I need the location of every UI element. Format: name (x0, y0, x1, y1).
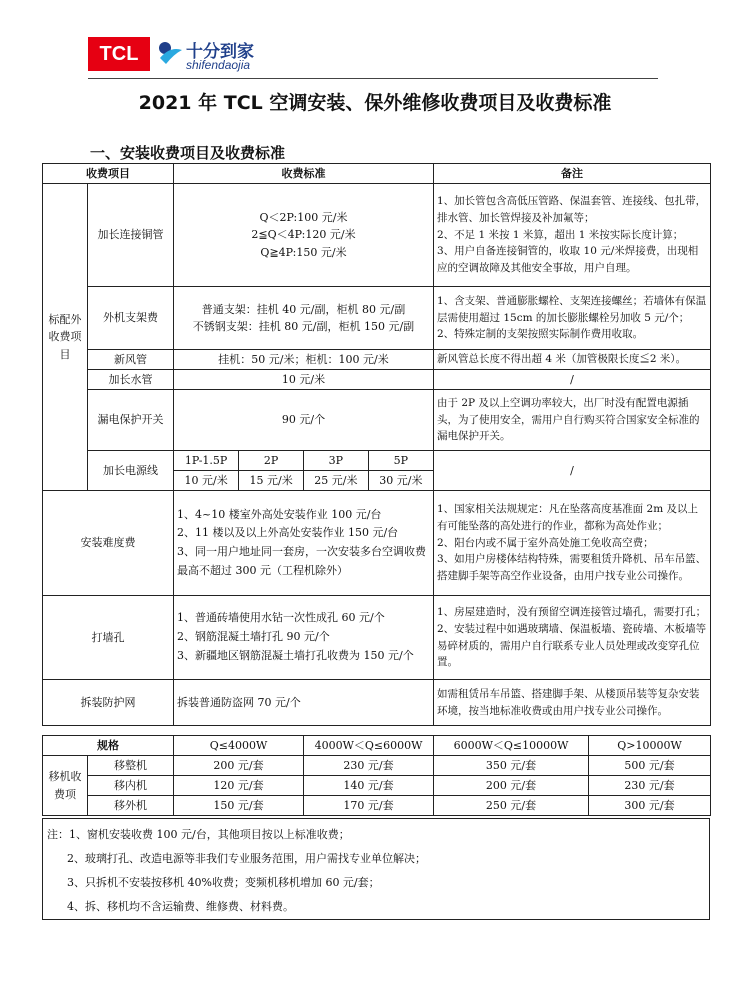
power-size: 2P (239, 451, 304, 471)
move-price: 200 元/套 (434, 776, 589, 796)
item-name: 加长连接铜管 (88, 184, 174, 287)
item-note: 如需租赁吊车吊篮、搭建脚手架、从楼顶吊装等复杂安装环境，按当地标准收费或由用户找专业公司操作。 (434, 680, 711, 726)
table-row (43, 451, 711, 491)
move-price: 170 元/套 (304, 796, 434, 816)
move-row-name: 移整机 (88, 756, 174, 776)
logo-cn-text: 十分到家 (186, 42, 254, 62)
table-row (43, 680, 711, 726)
item-standard: 1、普通砖墙使用水钻一次性成孔 60 元/个 2、钢筋混凝土墙打孔 90 元/个 3、新疆地区钢筋混凝土墙打孔收费为 150 元/个 (174, 596, 434, 680)
table-row (43, 350, 711, 370)
item-name: 拆装防护网 (43, 680, 174, 726)
std-line: 2≦Q＜4P:120 元/米 (251, 228, 356, 242)
item-standard: 1、4~10 楼室外高处安装作业 100 元/台 2、11 楼以及以上外高处安装作业 150 元/台 3、同一用户地址同一套房，一次安装多台空调收费最高不超过 300 元（工程机除外） (174, 491, 434, 596)
std-line: 普通支架：挂机 40 元/副，柜机 80 元/副 (201, 302, 406, 316)
move-col-header: 4000W＜Q≤6000W (304, 736, 434, 756)
item-standard: 拆装普通防盗网 70 元/个 (174, 680, 434, 726)
tcl-logo: TCL (88, 37, 150, 71)
header-note: 备注 (434, 164, 711, 184)
power-size: 1P-1.5P (174, 451, 239, 471)
move-row-name: 移外机 (88, 796, 174, 816)
item-name: 外机支架费 (88, 287, 174, 350)
table-row (43, 796, 711, 816)
header-divider (88, 78, 658, 79)
spec-label: 规格 (43, 736, 174, 756)
power-price: 10 元/米 (174, 471, 239, 491)
item-standard: 90 元/个 (174, 390, 434, 451)
note-line (47, 871, 705, 895)
move-price: 300 元/套 (589, 796, 711, 816)
header (88, 32, 658, 80)
item-note: 1、国家相关法规规定：凡在坠落高度基准面 2m 及以上有可能坠落的高处进行的作业，都称为高处作业； 2、阳台内或不属于室外高处施工免收高空费； 3、如用户房楼体结构特殊，需要租赁升降机、吊车吊篮、搭建脚手架等高空作业设备，由用户找专业公司操作。 (434, 491, 711, 596)
note-line (47, 823, 705, 847)
header-item: 收费项目 (43, 164, 174, 184)
shifendaojia-icon (156, 38, 184, 66)
move-col-header: Q≤4000W (174, 736, 304, 756)
item-standard (174, 287, 434, 350)
item-name: 打墙孔 (43, 596, 174, 680)
power-subtable-cell (174, 451, 434, 491)
table-row (43, 491, 711, 596)
item-name: 加长电源线 (88, 451, 174, 491)
item-standard: 挂机：50 元/米；柜机：100 元/米 (174, 350, 434, 370)
group-label (43, 184, 88, 491)
table-row (43, 390, 711, 451)
item-name: 新风管 (88, 350, 174, 370)
move-group-label: 移机收费项 (43, 756, 88, 816)
item-note: 1、加长管包含高低压管路、保温套管、连接线、包扎带，排水管、加长管焊接及补加氟等； 2、不足 1 米按 1 米算，超出 1 米按实际长度计算； 3、用户自备连接铜管的，收取 10 元/米焊接费，出现相应的空调故障及其他安全事故，用户自理。 (434, 184, 711, 287)
note-item: 4、拆、移机均不含运输费、维修费、材料费。 (67, 900, 294, 913)
install-fee-table (42, 163, 711, 726)
move-price: 350 元/套 (434, 756, 589, 776)
move-price: 230 元/套 (589, 776, 711, 796)
item-standard: 10 元/米 (174, 370, 434, 390)
std-line: 不锈钢支架：挂机 80 元/副，柜机 150 元/副 (192, 320, 415, 333)
page-title: 2021 年 TCL 空调安装、保外维修收费项目及收费标准 (138, 92, 612, 114)
note-line (47, 847, 705, 871)
power-subtable (174, 451, 433, 490)
notes-box (42, 818, 710, 920)
std-line: Q＜2P:100 元/米 (259, 211, 348, 225)
power-price: 15 元/米 (239, 471, 304, 491)
move-price: 120 元/套 (174, 776, 304, 796)
move-col-header: 6000W＜Q≤10000W (434, 736, 589, 756)
table-row (43, 370, 711, 390)
item-note: 由于 2P 及以上空调功率较大，出厂时没有配置电源插头，为了使用安全，需用户自行购买符合国家安全标准的漏电保护开关。 (434, 390, 711, 451)
move-price: 250 元/套 (434, 796, 589, 816)
item-name: 安装难度费 (43, 491, 174, 596)
header-standard: 收费标准 (174, 164, 434, 184)
item-note: 1、含支架、普通膨胀螺栓、支架连接螺丝；若墙体有保温层需使用超过 15cm 的加长膨胀螺栓另加收 5 元/个； 2、特殊定制的支架按照实际制作费用收取。 (434, 287, 711, 350)
note-item: 3、只拆机不安装按移机 40%收费；变频机移机增加 60 元/套； (67, 876, 380, 889)
power-size: 5P (368, 451, 433, 471)
item-note: 1、房屋建造时，没有预留空调连接管过墙孔，需要打孔； 2、安装过程中如遇玻璃墙、保温板墙、瓷砖墙、木板墙等易碎材质的，需用户自行联系专业人员处理或改变穿孔位置。 (434, 596, 711, 680)
move-price: 200 元/套 (174, 756, 304, 776)
note-prefix: 注： (47, 828, 69, 841)
move-fee-table (42, 735, 711, 816)
table-row (43, 184, 711, 287)
note-line (47, 895, 705, 919)
table-row (43, 596, 711, 680)
power-size: 3P (304, 451, 369, 471)
item-note: / (434, 370, 711, 390)
std-line: Q≧4P:150 元/米 (260, 245, 347, 259)
move-col-header: Q>10000W (589, 736, 711, 756)
power-price: 25 元/米 (304, 471, 369, 491)
move-price: 150 元/套 (174, 796, 304, 816)
item-note: 新风管总长度不得出超 4 米（加管极限长度≦2 米）。 (434, 350, 711, 370)
note-item: 2、玻璃打孔、改造电源等非我们专业服务范围，用户需找专业单位解决； (67, 852, 426, 865)
logo-en-text: shifendaojia (186, 58, 251, 72)
power-price: 30 元/米 (368, 471, 433, 491)
table-header-row (43, 164, 711, 184)
move-row-name: 移内机 (88, 776, 174, 796)
item-note: / (434, 451, 711, 491)
table-row (43, 776, 711, 796)
section-title: 一、安装收费项目及收费标准 (90, 144, 286, 162)
move-price: 230 元/套 (304, 756, 434, 776)
group-label-text: 标配外收费项目 (48, 313, 82, 361)
item-name: 漏电保护开关 (88, 390, 174, 451)
item-standard (174, 184, 434, 287)
move-price: 140 元/套 (304, 776, 434, 796)
table-row (43, 756, 711, 776)
item-name: 加长水管 (88, 370, 174, 390)
note-item: 1、窗机安装收费 100 元/台，其他项目按以上标准收费； (69, 828, 350, 841)
table-row (43, 287, 711, 350)
move-price: 500 元/套 (589, 756, 711, 776)
move-header-row (43, 736, 711, 756)
